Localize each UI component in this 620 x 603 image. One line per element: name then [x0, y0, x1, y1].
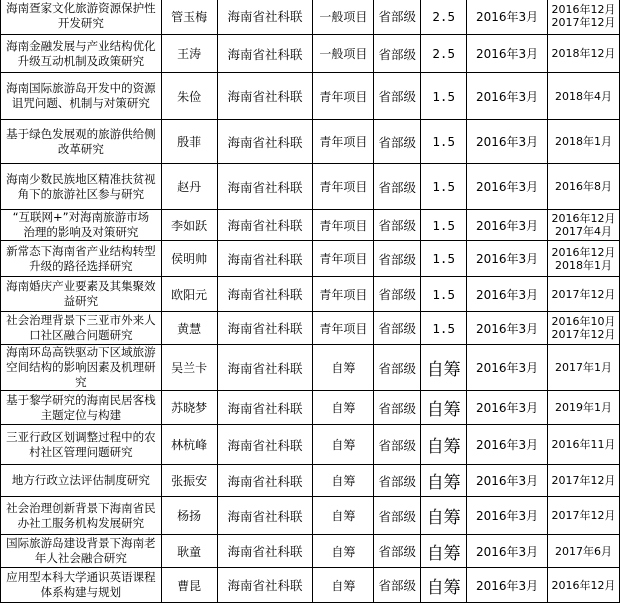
project-title-line: 海南金融发展与产业结构优化: [6, 38, 156, 53]
end-date-line: 2018年12月: [551, 47, 616, 60]
funding-cell: 自筹: [421, 568, 467, 603]
approving-unit-cell: 海南省社科联: [217, 465, 313, 497]
project-title-line: 办社工服务机构发展研究: [17, 515, 145, 530]
project-type-cell: 自筹: [313, 425, 374, 465]
project-title-cell: [1, 535, 162, 568]
project-title-line: 治理的影响及对策研究: [23, 225, 139, 239]
funding-cell: 1.5: [421, 164, 467, 210]
end-date-line: 2017年12月: [551, 474, 616, 487]
project-title-line: 海南少数民族地区精准扶贫视: [6, 171, 156, 186]
approving-unit-cell: 海南省社科联: [217, 425, 313, 465]
end-date-cell: [548, 312, 620, 345]
project-title-line: 基于黎学研究的海南民居客栈: [6, 392, 156, 407]
approving-unit-cell: 海南省社科联: [217, 535, 313, 568]
project-title-line: 新常态下海南省产业结构转型: [6, 243, 156, 258]
start-date-cell: 2016年3月: [467, 73, 548, 120]
end-date-line: 2018年1月: [555, 135, 613, 148]
project-title-line: 改革研究: [57, 141, 104, 156]
project-leader-cell: 吴兰卡: [161, 345, 217, 391]
project-leader-cell: 杨扬: [161, 497, 217, 535]
project-level-cell: 省部级: [374, 568, 421, 603]
project-title-line: 社会治理创新背景下海南省民: [6, 500, 156, 515]
project-leader-cell: 侯明帅: [161, 241, 217, 277]
project-type-cell: 一般项目: [313, 0, 374, 35]
start-date-cell: 2016年3月: [467, 345, 548, 391]
end-date-line: 2016年12月: [551, 212, 616, 225]
project-title-cell: [1, 391, 162, 425]
project-title-line: 海南环岛高铁驱动下区域旅游: [6, 345, 156, 359]
project-title-line: “互联网+”对海南旅游市场: [12, 210, 150, 224]
approving-unit-cell: 海南省社科联: [217, 0, 313, 35]
project-title-line: 年人社会融合研究: [34, 551, 127, 565]
funding-cell: 1.5: [421, 277, 467, 312]
project-level-cell: 省部级: [374, 210, 421, 241]
project-title-line: 诅咒问题、机制与对策研究: [11, 96, 150, 110]
start-date-cell: 2016年3月: [467, 277, 548, 312]
project-leader-cell: 苏晓梦: [161, 391, 217, 425]
project-title-line: 应用型本科大学通识英语课程: [6, 570, 156, 584]
table-row: [1, 241, 620, 277]
funding-cell: 2.5: [421, 0, 467, 35]
project-title-line: 体系构建与规划: [40, 585, 122, 599]
project-title-cell: [1, 73, 162, 120]
start-date-cell: 2016年3月: [467, 210, 548, 241]
approving-unit-cell: 海南省社科联: [217, 312, 313, 345]
table-row: [1, 497, 620, 535]
project-leader-cell: 欧阳元: [161, 277, 217, 312]
end-date-line: 2016年12月: [551, 3, 616, 16]
project-title-line: 基于绿色发展观的旅游供给侧: [6, 126, 156, 141]
funding-cell: 自筹: [421, 391, 467, 425]
project-title-line: 究: [75, 375, 87, 389]
start-date-cell: 2016年3月: [467, 497, 548, 535]
project-title-cell: [1, 465, 162, 497]
project-type-cell: 自筹: [313, 391, 374, 425]
table-row: [1, 120, 620, 164]
end-date-line: 2017年12月: [551, 16, 616, 29]
start-date-cell: 2016年3月: [467, 35, 548, 73]
end-date-line: 2016年12月: [551, 578, 616, 592]
project-type-cell: 自筹: [313, 568, 374, 603]
project-leader-cell: 曹昆: [161, 568, 217, 603]
start-date-cell: 2016年3月: [467, 568, 548, 603]
end-date-cell: [548, 0, 620, 35]
project-title-cell: [1, 497, 162, 535]
end-date-cell: [548, 465, 620, 497]
table-row: [1, 345, 620, 391]
end-date-line: 2016年8月: [555, 180, 613, 193]
table-row: [1, 277, 620, 312]
project-level-cell: 省部级: [374, 73, 421, 120]
end-date-line: 2016年11月: [551, 438, 616, 451]
table-row: [1, 391, 620, 425]
project-level-cell: 省部级: [374, 425, 421, 465]
table-row: [1, 73, 620, 120]
end-date-line: 2016年12月: [551, 245, 616, 259]
funding-cell: 1.5: [421, 210, 467, 241]
start-date-cell: 2016年3月: [467, 241, 548, 277]
project-type-cell: 青年项目: [313, 312, 374, 345]
table-row: [1, 312, 620, 345]
project-level-cell: 省部级: [374, 312, 421, 345]
end-date-cell: [548, 210, 620, 241]
project-leader-cell: 赵丹: [161, 164, 217, 210]
funding-cell: 2.5: [421, 35, 467, 73]
approving-unit-cell: 海南省社科联: [217, 497, 313, 535]
project-title-cell: [1, 277, 162, 312]
project-title-line: 益研究: [63, 294, 99, 308]
project-level-cell: 省部级: [374, 0, 421, 35]
project-leader-cell: 管玉梅: [161, 0, 217, 35]
project-type-cell: 青年项目: [313, 120, 374, 164]
funding-cell: 1.5: [421, 73, 467, 120]
project-title-cell: [1, 120, 162, 164]
start-date-cell: 2016年3月: [467, 120, 548, 164]
end-date-line: 2018年1月: [555, 258, 613, 272]
project-type-cell: 自筹: [313, 345, 374, 391]
project-type-cell: 青年项目: [313, 164, 374, 210]
end-date-cell: [548, 535, 620, 568]
project-title-line: 海南国际旅游岛开发中的资源: [6, 81, 156, 95]
project-title-line: 空间结构的影响因素及机理研: [6, 360, 156, 374]
approving-unit-cell: 海南省社科联: [217, 391, 313, 425]
project-title-line: 社会治理背景下三亚市外来人: [6, 313, 156, 327]
project-title-line: 升级的路径选择研究: [29, 258, 133, 273]
table-row: [1, 465, 620, 497]
end-date-line: 2017年4月: [555, 225, 613, 238]
project-title-line: 海南婚庆产业要素及其集聚效: [6, 279, 156, 293]
project-level-cell: 省部级: [374, 345, 421, 391]
approving-unit-cell: 海南省社科联: [217, 568, 313, 603]
end-date-cell: [548, 73, 620, 120]
end-date-line: 2017年12月: [551, 287, 616, 301]
funding-cell: 自筹: [421, 465, 467, 497]
start-date-cell: 2016年3月: [467, 0, 548, 35]
end-date-cell: [548, 345, 620, 391]
project-type-cell: 青年项目: [313, 277, 374, 312]
project-type-cell: 青年项目: [313, 73, 374, 120]
project-level-cell: 省部级: [374, 497, 421, 535]
project-type-cell: 青年项目: [313, 210, 374, 241]
project-level-cell: 省部级: [374, 391, 421, 425]
end-date-cell: [548, 241, 620, 277]
project-level-cell: 省部级: [374, 465, 421, 497]
project-title-cell: [1, 0, 162, 35]
table-row: [1, 210, 620, 241]
project-title-line: 海南疍家文化旅游资源保护性: [6, 1, 156, 15]
table-row: [1, 425, 620, 465]
project-title-cell: [1, 345, 162, 391]
project-leader-cell: 王涛: [161, 35, 217, 73]
end-date-line: 2017年12月: [551, 509, 616, 522]
end-date-line: 2019年1月: [555, 401, 613, 414]
project-leader-cell: 朱俭: [161, 73, 217, 120]
approving-unit-cell: 海南省社科联: [217, 164, 313, 210]
project-title-line: 地方行政立法评估制度研究: [11, 473, 150, 487]
project-title-line: 村社区管理问题研究: [29, 444, 133, 459]
end-date-cell: [548, 164, 620, 210]
end-date-cell: [548, 277, 620, 312]
end-date-cell: [548, 120, 620, 164]
project-title-line: 角下的旅游社区参与研究: [17, 186, 145, 201]
project-type-cell: 青年项目: [313, 241, 374, 277]
project-leader-cell: 黄慧: [161, 312, 217, 345]
funding-cell: 1.5: [421, 120, 467, 164]
start-date-cell: 2016年3月: [467, 425, 548, 465]
project-title-cell: [1, 241, 162, 277]
project-title-cell: [1, 164, 162, 210]
start-date-cell: 2016年3月: [467, 535, 548, 568]
start-date-cell: 2016年3月: [467, 391, 548, 425]
project-title-line: 口社区融合问题研究: [29, 328, 133, 342]
project-title-line: 主题定位与构建: [40, 407, 122, 422]
start-date-cell: 2016年3月: [467, 164, 548, 210]
project-title-line: 三亚行政区划调整过程中的农: [6, 429, 156, 444]
funding-cell: 自筹: [421, 345, 467, 391]
table-row: [1, 0, 620, 35]
funding-cell: 自筹: [421, 497, 467, 535]
funding-cell: 1.5: [421, 312, 467, 345]
table-body: [1, 0, 620, 603]
table-row: [1, 35, 620, 73]
approving-unit-cell: 海南省社科联: [217, 241, 313, 277]
project-leader-cell: 殷菲: [161, 120, 217, 164]
project-title-cell: [1, 312, 162, 345]
end-date-cell: [548, 425, 620, 465]
project-title-line: 国际旅游岛建设背景下海南老: [6, 536, 156, 550]
project-level-cell: 省部级: [374, 277, 421, 312]
funding-cell: 自筹: [421, 425, 467, 465]
table-row: [1, 535, 620, 568]
project-title-line: 升级互动机制及政策研究: [17, 53, 145, 68]
funding-cell: 自筹: [421, 535, 467, 568]
project-type-cell: 自筹: [313, 497, 374, 535]
project-leader-cell: 张振安: [161, 465, 217, 497]
project-leader-cell: 李如跃: [161, 210, 217, 241]
project-level-cell: 省部级: [374, 535, 421, 568]
project-level-cell: 省部级: [374, 241, 421, 277]
project-level-cell: 省部级: [374, 120, 421, 164]
project-level-cell: 省部级: [374, 164, 421, 210]
end-date-cell: [548, 35, 620, 73]
approving-unit-cell: 海南省社科联: [217, 73, 313, 120]
project-type-cell: 一般项目: [313, 35, 374, 73]
project-level-cell: 省部级: [374, 35, 421, 73]
approving-unit-cell: 海南省社科联: [217, 277, 313, 312]
start-date-cell: 2016年3月: [467, 465, 548, 497]
table-row: [1, 164, 620, 210]
project-leader-cell: 林杭峰: [161, 425, 217, 465]
approving-unit-cell: 海南省社科联: [217, 35, 313, 73]
end-date-cell: [548, 391, 620, 425]
project-type-cell: 自筹: [313, 535, 374, 568]
project-title-cell: [1, 425, 162, 465]
approving-unit-cell: 海南省社科联: [217, 345, 313, 391]
project-type-cell: 自筹: [313, 465, 374, 497]
project-title-cell: [1, 210, 162, 241]
funding-cell: 1.5: [421, 241, 467, 277]
approving-unit-cell: 海南省社科联: [217, 120, 313, 164]
end-date-cell: [548, 497, 620, 535]
end-date-line: 2016年10月: [551, 315, 616, 328]
end-date-line: 2018年4月: [555, 89, 613, 103]
project-title-line: 开发研究: [57, 16, 104, 30]
start-date-cell: 2016年3月: [467, 312, 548, 345]
end-date-line: 2017年6月: [555, 544, 613, 558]
end-date-line: 2017年1月: [555, 361, 613, 374]
project-leader-cell: 耿童: [161, 535, 217, 568]
project-title-cell: [1, 35, 162, 73]
end-date-line: 2017年12月: [551, 328, 616, 341]
approving-unit-cell: 海南省社科联: [217, 210, 313, 241]
